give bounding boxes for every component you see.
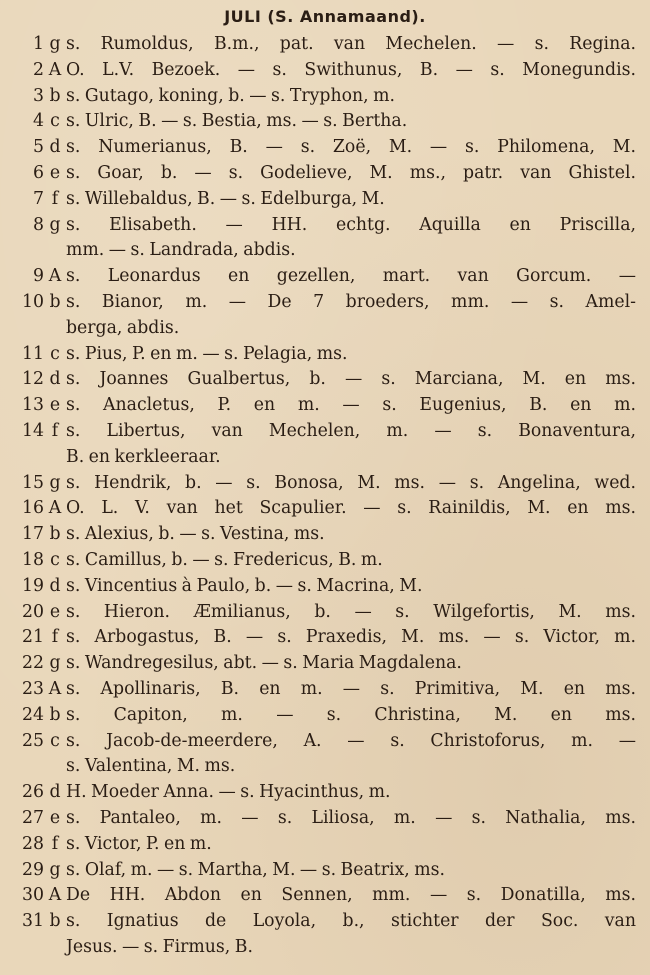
calendar-entry <box>14 625 636 651</box>
entry-continuation-line: Jesus. — s. Firmus, B. <box>66 936 253 957</box>
dominical-letter: f <box>51 833 59 854</box>
calendar-entry <box>14 729 636 781</box>
calendar-entry <box>14 213 636 265</box>
calendar-entry <box>14 419 636 471</box>
day-number: 24 <box>22 704 44 725</box>
day-number: 7 <box>33 188 44 209</box>
day-number: 22 <box>22 653 44 674</box>
page-title: JULI (S. Annamaand). <box>224 7 426 26</box>
day-number: 4 <box>33 111 44 132</box>
calendar-entry <box>14 858 636 884</box>
calendar-entry <box>14 677 636 703</box>
calendar-entry <box>14 883 636 909</box>
dominical-letter: b <box>49 524 61 545</box>
dominical-letter: d <box>49 575 61 596</box>
entry-line: s. Vincentius à Paulo, b. — s. Macrina, M. <box>66 575 423 596</box>
day-number: 6 <box>33 162 44 183</box>
calendar-entry <box>14 290 636 342</box>
entry-line: s. Rumoldus, B.m., pat. van Mechelen. — s. Regina. <box>66 34 636 54</box>
dominical-letter: e <box>49 162 61 183</box>
saints-text <box>66 419 636 471</box>
day-number: 3 <box>33 85 44 106</box>
saints-text <box>66 522 636 548</box>
saints-text <box>66 496 636 522</box>
saints-text <box>66 909 636 961</box>
day-number: 10 <box>22 291 44 312</box>
day-number: 18 <box>22 549 44 570</box>
dominical-letter: A <box>48 885 62 906</box>
dominical-letter: f <box>51 420 59 441</box>
calendar-entry <box>14 496 636 522</box>
calendar-entry <box>14 522 636 548</box>
saints-text <box>66 367 636 393</box>
entry-line: s. Ignatius de Loyola, b., stichter der Soc. van <box>66 911 636 932</box>
day-number: 19 <box>22 575 44 596</box>
calendar-entry <box>14 548 636 574</box>
dominical-letter: e <box>49 601 61 622</box>
dominical-letter: g <box>49 653 61 674</box>
calendar-entry <box>14 84 636 110</box>
saints-text <box>66 651 636 677</box>
saints-text <box>66 264 636 290</box>
day-number: 23 <box>22 678 44 699</box>
dominical-letter: e <box>49 395 61 416</box>
day-number: 8 <box>33 214 44 235</box>
calendar-entry <box>14 909 636 961</box>
dominical-letter: A <box>48 266 62 287</box>
saints-text <box>66 58 636 84</box>
calendar-entry <box>14 342 636 368</box>
saints-text <box>66 832 636 858</box>
day-number: 9 <box>33 266 44 287</box>
saints-text <box>66 677 636 703</box>
entry-line: s. Hieron. Æmilianus, b. — s. Wilgefortis, M. ms. <box>66 601 636 622</box>
dominical-letter: g <box>49 214 61 235</box>
saints-text <box>66 187 636 213</box>
day-number: 30 <box>22 885 44 906</box>
day-number: 11 <box>22 343 44 364</box>
saints-text <box>66 213 636 265</box>
dominical-letter: e <box>49 807 61 828</box>
saints-text <box>66 290 636 342</box>
entry-line: s. Apollinaris, B. en m. — s. Primitiva, M. en ms. <box>66 678 636 699</box>
dominical-letter: b <box>49 911 61 932</box>
dominical-letter: A <box>48 678 62 699</box>
saints-text <box>66 342 636 368</box>
dominical-letter: b <box>49 704 61 725</box>
entry-line: s. Elisabeth. — HH. echtg. Aquilla en Priscilla, <box>66 214 636 235</box>
dominical-letter: f <box>51 627 59 648</box>
day-number: 5 <box>33 137 44 158</box>
day-number: 21 <box>22 627 44 648</box>
calendar-entry <box>14 471 636 497</box>
entry-line: s. Capiton, m. — s. Christina, M. en ms. <box>66 704 636 725</box>
saints-text <box>66 703 636 729</box>
saints-text <box>66 32 636 58</box>
saints-text <box>66 858 636 884</box>
dominical-letter: A <box>48 59 62 80</box>
dominical-letter: g <box>49 34 61 54</box>
entry-line: s. Olaf, m. — s. Martha, M. — s. Beatrix, ms. <box>66 859 445 880</box>
entry-line: s. Anacletus, P. en m. — s. Eugenius, B. en m. <box>66 395 636 416</box>
day-number: 31 <box>22 911 44 932</box>
calendar-entry <box>14 806 636 832</box>
calendar-entries <box>14 32 636 961</box>
saints-text <box>66 883 636 909</box>
day-number: 16 <box>22 498 44 519</box>
dominical-letter: c <box>50 549 60 570</box>
calendar-entry <box>14 187 636 213</box>
saints-text <box>66 574 636 600</box>
saints-text <box>66 780 636 806</box>
dominical-letter: d <box>49 137 61 158</box>
day-number: 25 <box>22 730 44 751</box>
entry-line: s. Goar, b. — s. Godelieve, M. ms., patr. van Ghistel. <box>66 162 636 183</box>
saints-text <box>66 625 636 651</box>
calendar-entry <box>14 367 636 393</box>
calendar-entry <box>14 780 636 806</box>
day-number: 14 <box>22 420 44 441</box>
entry-line: De HH. Abdon en Sennen, mm. — s. Donatilla, ms. <box>66 885 636 906</box>
entry-line: s. Camillus, b. — s. Fredericus, B. m. <box>66 549 383 570</box>
dominical-letter: c <box>50 111 60 132</box>
day-number: 29 <box>22 859 44 880</box>
calendar-entry <box>14 651 636 677</box>
saints-text <box>66 161 636 187</box>
day-number: 26 <box>22 782 44 803</box>
entry-line: s. Pius, P. en m. — s. Pelagia, ms. <box>66 343 348 364</box>
saints-text <box>66 600 636 626</box>
calendar-entry <box>14 574 636 600</box>
entry-continuation-line: B. en kerkleeraar. <box>66 446 221 467</box>
entry-line: s. Numerianus, B. — s. Zoë, M. — s. Philomena, M. <box>66 137 636 158</box>
entry-line: s. Victor, P. en m. <box>66 833 212 854</box>
dominical-letter: A <box>48 498 62 519</box>
saints-text <box>66 109 636 135</box>
dominical-letter: g <box>49 472 61 493</box>
day-number: 15 <box>22 472 44 493</box>
saints-text <box>66 548 636 574</box>
calendar-entry <box>14 135 636 161</box>
saints-text <box>66 729 636 781</box>
dominical-letter: g <box>49 859 61 880</box>
entry-line: O. L.V. Bezoek. — s. Swithunus, B. — s. Monegundis. <box>66 59 636 80</box>
day-number: 1 <box>33 34 44 54</box>
calendar-entry <box>14 393 636 419</box>
dominical-letter: f <box>51 188 59 209</box>
day-number: 27 <box>22 807 44 828</box>
entry-line: s. Bianor, m. — De 7 broeders, mm. — s. Amel- <box>66 291 636 312</box>
day-number: 20 <box>22 601 44 622</box>
saints-text <box>66 806 636 832</box>
entry-line: O. L. V. van het Scapulier. — s. Rainildis, M. en ms. <box>66 498 636 519</box>
calendar-entry <box>14 32 636 58</box>
entry-line: s. Willebaldus, B. — s. Edelburga, M. <box>66 188 385 209</box>
entry-line: s. Leonardus en gezellen, mart. van Gorcum. — <box>66 266 636 287</box>
day-number: 2 <box>33 59 44 80</box>
day-number: 13 <box>22 395 44 416</box>
entry-line: s. Joannes Gualbertus, b. — s. Marciana, M. en ms. <box>66 369 636 390</box>
saints-text <box>66 393 636 419</box>
calendar-entry <box>14 600 636 626</box>
saints-text <box>66 84 636 110</box>
entry-line: s. Arbogastus, B. — s. Praxedis, M. ms. — s. Victor, m. <box>66 627 636 648</box>
day-number: 12 <box>22 369 44 390</box>
entry-line: s. Wandregesilus, abt. — s. Maria Magdalena. <box>66 653 462 674</box>
day-number: 28 <box>22 833 44 854</box>
calendar-entry <box>14 58 636 84</box>
entry-continuation-line: s. Valentina, M. ms. <box>66 756 236 777</box>
dominical-letter: d <box>49 782 61 803</box>
calendar-entry <box>14 109 636 135</box>
entry-line: s. Alexius, b. — s. Vestina, ms. <box>66 524 325 545</box>
calendar-entry <box>14 161 636 187</box>
entry-line: s. Ulric, B. — s. Bestia, ms. — s. Bertha. <box>66 111 408 132</box>
saints-text <box>66 135 636 161</box>
entry-line: s. Libertus, van Mechelen, m. — s. Bonaventura, <box>66 420 636 441</box>
saints-text <box>66 471 636 497</box>
dominical-letter: b <box>49 85 61 106</box>
calendar-entry <box>14 703 636 729</box>
calendar-entry <box>14 832 636 858</box>
entry-line: H. Moeder Anna. — s. Hyacinthus, m. <box>66 782 391 803</box>
calendar-entry <box>14 264 636 290</box>
dominical-letter: c <box>50 343 60 364</box>
entry-line: s. Gutago, koning, b. — s. Tryphon, m. <box>66 85 396 106</box>
dominical-letter: d <box>49 369 61 390</box>
day-number: 17 <box>22 524 44 545</box>
dominical-letter: c <box>50 730 60 751</box>
entry-line: s. Pantaleo, m. — s. Liliosa, m. — s. Nathalia, ms. <box>66 807 636 828</box>
dominical-letter: b <box>49 291 61 312</box>
entry-line: s. Hendrik, b. — s. Bonosa, M. ms. — s. Angelina, wed. <box>66 472 636 493</box>
entry-continuation-line: mm. — s. Landrada, abdis. <box>66 240 296 261</box>
entry-continuation-line: berga, abdis. <box>66 317 180 338</box>
entry-line: s. Jacob-de-meerdere, A. — s. Christoforus, m. — <box>66 730 636 751</box>
